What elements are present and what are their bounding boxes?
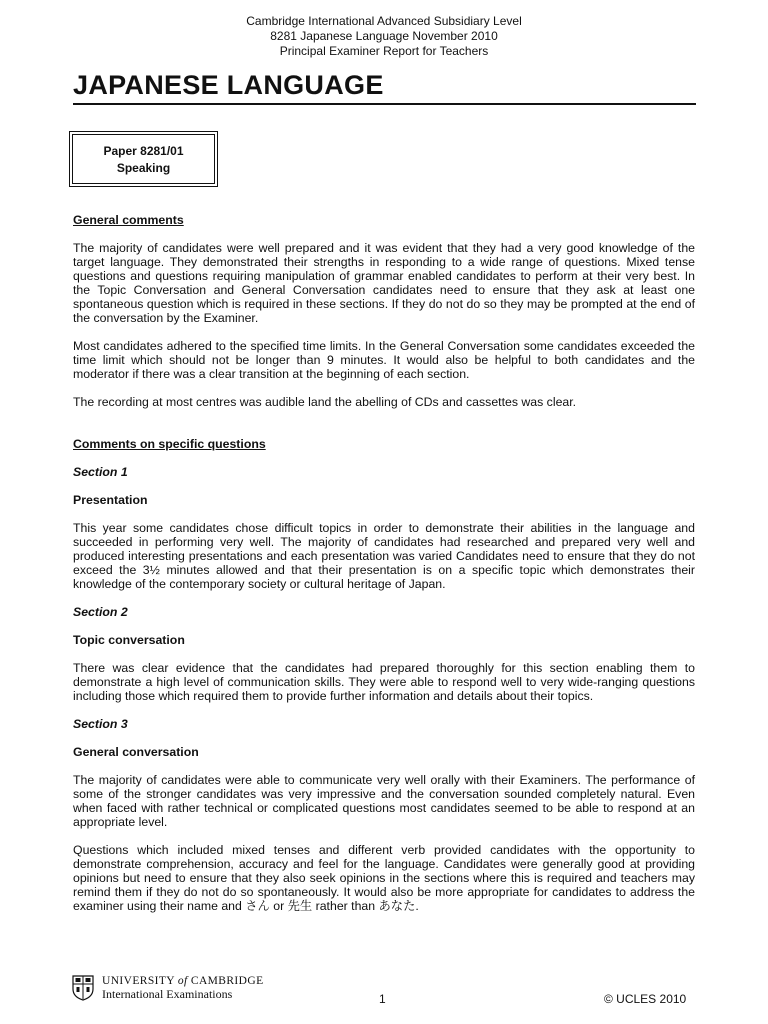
- logo-text: [102, 975, 264, 1001]
- section-3-title: General conversation: [73, 745, 199, 759]
- section-3-text-1: The majority of candidates were able to communicate very well orally with their Examiners. The performance of some of the stronger candidates was very impressive and the conversation sounded completely natural. Even when faced with rather technical or complicated questions most candidates seemed to be able to respond at an appropriate level.: [73, 773, 695, 829]
- page-number: 1: [379, 992, 386, 1006]
- report-header: [0, 14, 768, 59]
- header-line-3: Principal Examiner Report for Teachers: [279, 44, 489, 58]
- crest-icon: [72, 975, 94, 1001]
- header-line-1: Cambridge International Advanced Subsidiary Level: [246, 14, 522, 28]
- header-line-2: 8281 Japanese Language November 2010: [270, 29, 498, 43]
- university-name: UNIVERSITY of CAMBRIDGE: [102, 975, 264, 987]
- organisation-name: International Examinations: [102, 987, 233, 1001]
- cambridge-logo: [72, 975, 264, 1001]
- specific-comments-heading: Comments on specific questions: [73, 437, 266, 451]
- section-3-text-2: Questions which included mixed tenses and different verb provided candidates with the opportunity to demonstrate comprehension, accuracy and feel for the language. Candidates were generally good at providing opinions but need to ensure that they also seek opinions in the sections where this is required and teachers may remind them if they do not do so spontaneously. It would also be more appropriate for candidates to address the examiner using their name and さん or 先生 rather than あなた.: [73, 843, 695, 913]
- general-comments-heading: General comments: [73, 213, 184, 227]
- general-paragraph-2: Most candidates adhered to the specified time limits. In the General Conversation some candidates exceeded the time limit which should not be longer than 9 minutes. It would also be helpful to both candidates and the moderator if there was a clear transition at the beginning of each section.: [73, 339, 695, 381]
- title-rule: [73, 103, 696, 105]
- section-1-title: Presentation: [73, 493, 148, 507]
- section-2-text: There was clear evidence that the candidates had prepared thoroughly for this section enabling them to demonstrate a high level of communication skills. They were able to respond well to very wide-ranging questions including those which required them to provide further information and details about their topics.: [73, 661, 695, 703]
- section-2-label: Section 2: [73, 605, 128, 619]
- paper-code: Paper 8281/01: [103, 144, 184, 158]
- page-title: JAPANESE LANGUAGE: [73, 70, 384, 100]
- section-1-text: This year some candidates chose difficult topics in order to demonstrate their abilities in the language and succeeded in performing very well. The majority of candidates had researched and prepared very well and produced interesting presentations and each presentation was varied Candidates need to ensure that they do not exceed the 3½ minutes allowed and that their presentation is on a specific topic which demonstrates their knowledge of the contemporary society or cultural heritage of Japan.: [73, 521, 695, 591]
- copyright: © UCLES 2010: [604, 992, 687, 1006]
- paper-box: [72, 134, 215, 184]
- section-3-label: Section 3: [73, 717, 128, 731]
- section-1-label: Section 1: [73, 465, 128, 479]
- general-paragraph-1: The majority of candidates were well prepared and it was evident that they had a very good knowledge of the target language. They demonstrated their strengths in responding to a wide range of questions. Mixed tense questions and questions requiring manipulation of grammar enabled candidates to perform at their very best. In the Topic Conversation and General Conversation candidates need to ensure that they ask at least one spontaneous question which is required in these sections. If they do not do so they may be prompted at the end of the conversation by the Examiner.: [73, 241, 695, 325]
- section-2-title: Topic conversation: [73, 633, 185, 647]
- report-body: [73, 213, 695, 913]
- general-paragraph-3: The recording at most centres was audible land the abelling of CDs and cassettes was clear.: [73, 395, 577, 409]
- paper-name: Speaking: [116, 161, 171, 175]
